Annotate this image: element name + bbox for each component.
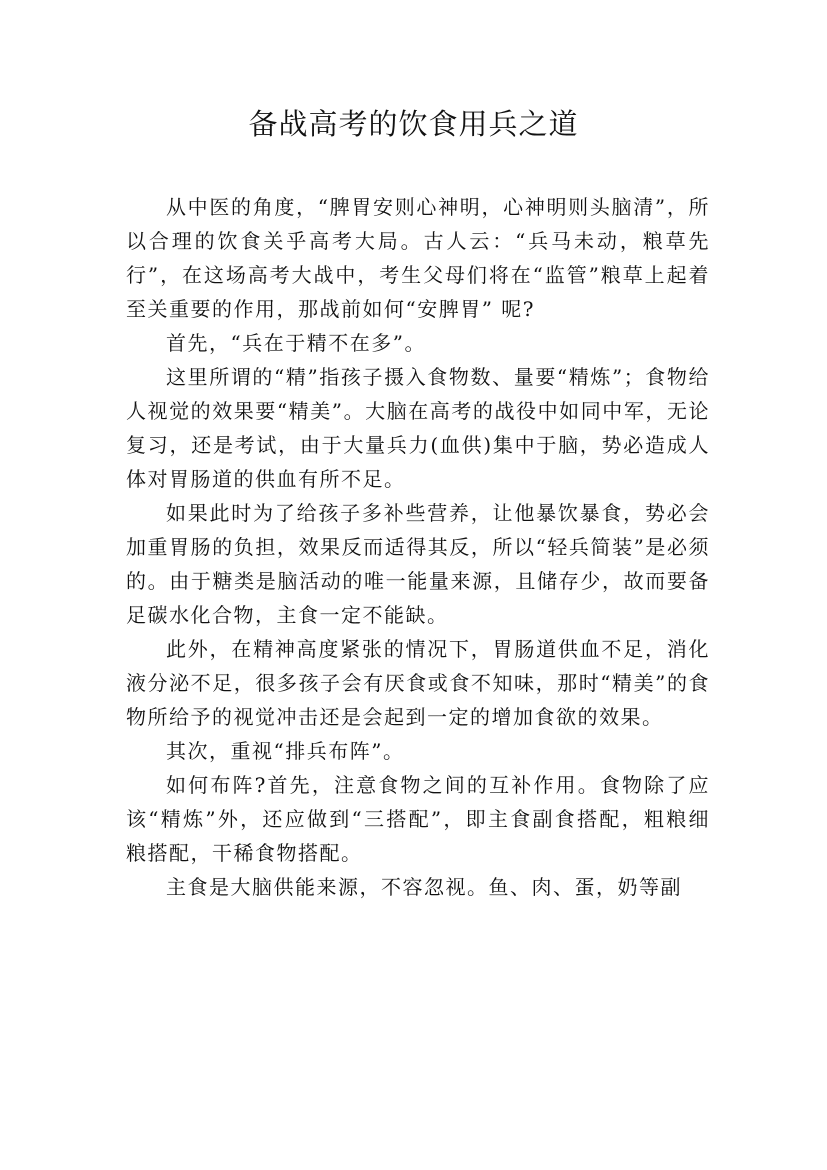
- paragraph-8: 主食是大脑供能来源，不容忽视。鱼、肉、蛋，奶等副: [166, 875, 682, 899]
- paragraph-2: 首先，“兵在于精不在多”。: [166, 331, 426, 355]
- paragraph-1: 从中医的角度，“脾胃安则心神明，心神明则头脑清”，所以合理的饮食关乎高考大局。古人云：“兵马未动，粮草先行”，在这场高考大战中，考生父母们将在“监管”粮草上起着至关重要的作用，那战前如何“安脾胃” 呢?: [126, 195, 710, 321]
- paragraph-4: 如果此时为了给孩子多补些营养，让他暴饮暴食，势必会加重胃肠的负担，效果反而适得其反，所以“轻兵简装”是必须的。由于糖类是脑活动的唯一能量来源，且储存少，故而要备足碳水化合物，主食一定不能缺。: [126, 501, 710, 627]
- paragraph-6: 其次，重视“排兵布阵”。: [166, 739, 405, 763]
- document-body: [126, 190, 710, 904]
- paragraph-5: 此外，在精神高度紧张的情况下，胃肠道供血不足，消化液分泌不足，很多孩子会有厌食或食不知味，那时“精美”的食物所给予的视觉冲击还是会起到一定的增加食欲的效果。: [126, 637, 710, 729]
- document-title: 备战高考的饮食用兵之道: [248, 107, 579, 141]
- paragraph-7: 如何布阵?首先，注意食物之间的互补作用。食物除了应该“精炼”外，还应做到“三搭配”，即主食副食搭配，粗粮细粮搭配，干稀食物搭配。: [126, 773, 710, 865]
- paragraph-3: 这里所谓的“精”指孩子摄入食物数、量要“精炼”；食物给人视觉的效果要“精美”。大脑在高考的战役中如同中军，无论复习，还是考试，由于大量兵力(血供)集中于脑，势必造成人体对胃肠道的供血有所不足。: [126, 365, 710, 491]
